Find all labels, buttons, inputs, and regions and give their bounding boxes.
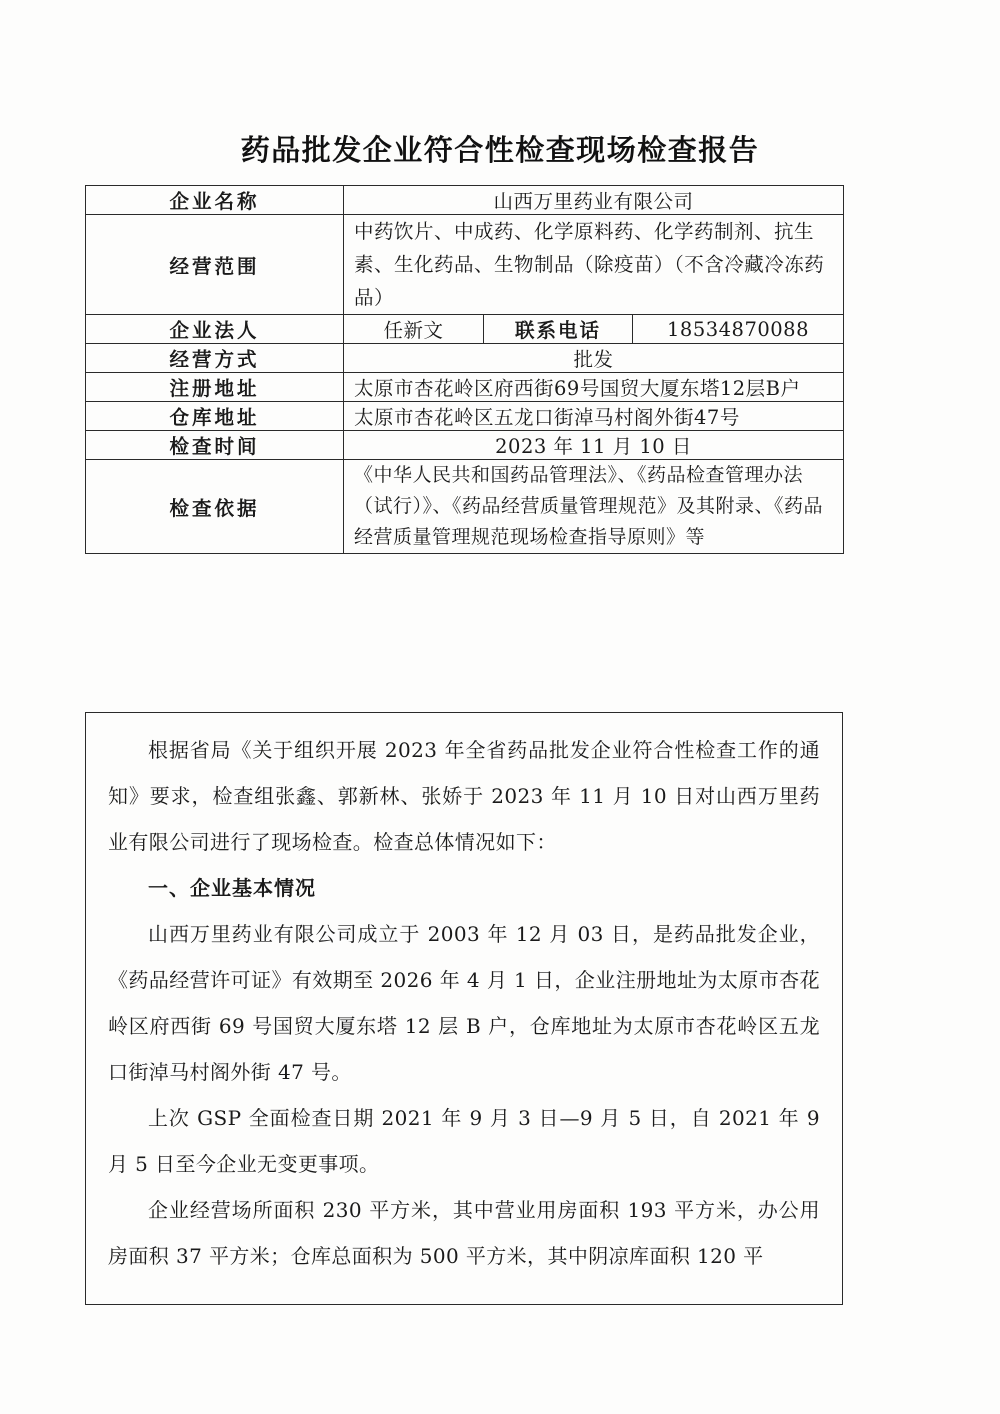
table-row — [86, 402, 844, 431]
table-row — [86, 315, 844, 344]
row-value-warehouse-address: 太原市杏花岭区五龙口街淖马村阁外街47号 — [344, 402, 844, 431]
row-label-business-mode: 经营方式 — [86, 344, 344, 373]
page-title: 药品批发企业符合性检查现场检查报告 — [240, 133, 760, 167]
table-row — [86, 215, 844, 315]
table-row — [86, 344, 844, 373]
report-body — [85, 712, 843, 1305]
body-paragraph-last-gsp-inspection: 上次 GSP 全面检查日期 2021 年 9 月 3 日—9 月 5 日，自 2021 年 9 月 5 日至今企业无变更事项。 — [108, 1106, 820, 1176]
enterprise-info-table — [85, 185, 844, 554]
body-heading-enterprise-basics: 一、企业基本情况 — [148, 876, 316, 900]
table-row — [86, 186, 844, 215]
row-label-inspection-date: 检查时间 — [86, 431, 344, 460]
row-label-legal-person: 企业法人 — [86, 315, 344, 344]
table-row — [86, 373, 844, 402]
row-value-enterprise-name: 山西万里药业有限公司 — [344, 186, 844, 215]
body-paragraph-notice-basis: 根据省局《关于组织开展 2023 年全省药品批发企业符合性检查工作的通知》要求，检查组张鑫、郭新林、张娇于 2023 年 11 月 10 日对山西万里药业有限公司进行了现场检查。检查总体情况如下： — [108, 738, 820, 854]
row-label-contact-phone: 联系电话 — [484, 315, 633, 344]
row-label-enterprise-name: 企业名称 — [86, 186, 344, 215]
row-value-inspection-basis: 《中华人民共和国药品管理法》、《药品检查管理办法（试行）》、《药品经营质量管理规范》及其附录、《药品经营质量管理规范现场检查指导原则》等 — [344, 460, 844, 554]
row-label-business-scope: 经营范围 — [86, 215, 344, 315]
row-label-warehouse-address: 仓库地址 — [86, 402, 344, 431]
row-value-business-scope: 中药饮片、中成药、化学原料药、化学药制剂、抗生素、生化药品、生物制品（除疫苗）（不含冷藏冷冻药品） — [344, 215, 844, 315]
row-value-registered-address: 太原市杏花岭区府西街69号国贸大厦东塔12层B户 — [344, 373, 844, 402]
row-value-business-mode: 批发 — [344, 344, 844, 373]
row-value-inspection-date: 2023 年 11 月 10 日 — [344, 431, 844, 460]
row-value-legal-person: 任新文 — [344, 315, 484, 344]
body-paragraph-premises-area: 企业经营场所面积 230 平方米，其中营业用房面积 193 平方米，办公用房面积 37 平方米；仓库总面积为 500 平方米，其中阴凉库面积 120 平 — [108, 1198, 820, 1268]
row-label-inspection-basis: 检查依据 — [86, 460, 344, 554]
table-row — [86, 460, 844, 554]
body-paragraph-enterprise-profile: 山西万里药业有限公司成立于 2003 年 12 月 03 日，是药品批发企业，《药品经营许可证》有效期至 2026 年 4 月 1 日，企业注册地址为太原市杏花岭区府西街 69 号国贸大厦东塔 12 层 B 户，仓库地址为太原市杏花岭区五龙口街淖马村阁外街 47 号。 — [108, 922, 820, 1084]
table-row — [86, 431, 844, 460]
row-label-registered-address: 注册地址 — [86, 373, 344, 402]
row-value-contact-phone: 18534870088 — [633, 315, 844, 344]
